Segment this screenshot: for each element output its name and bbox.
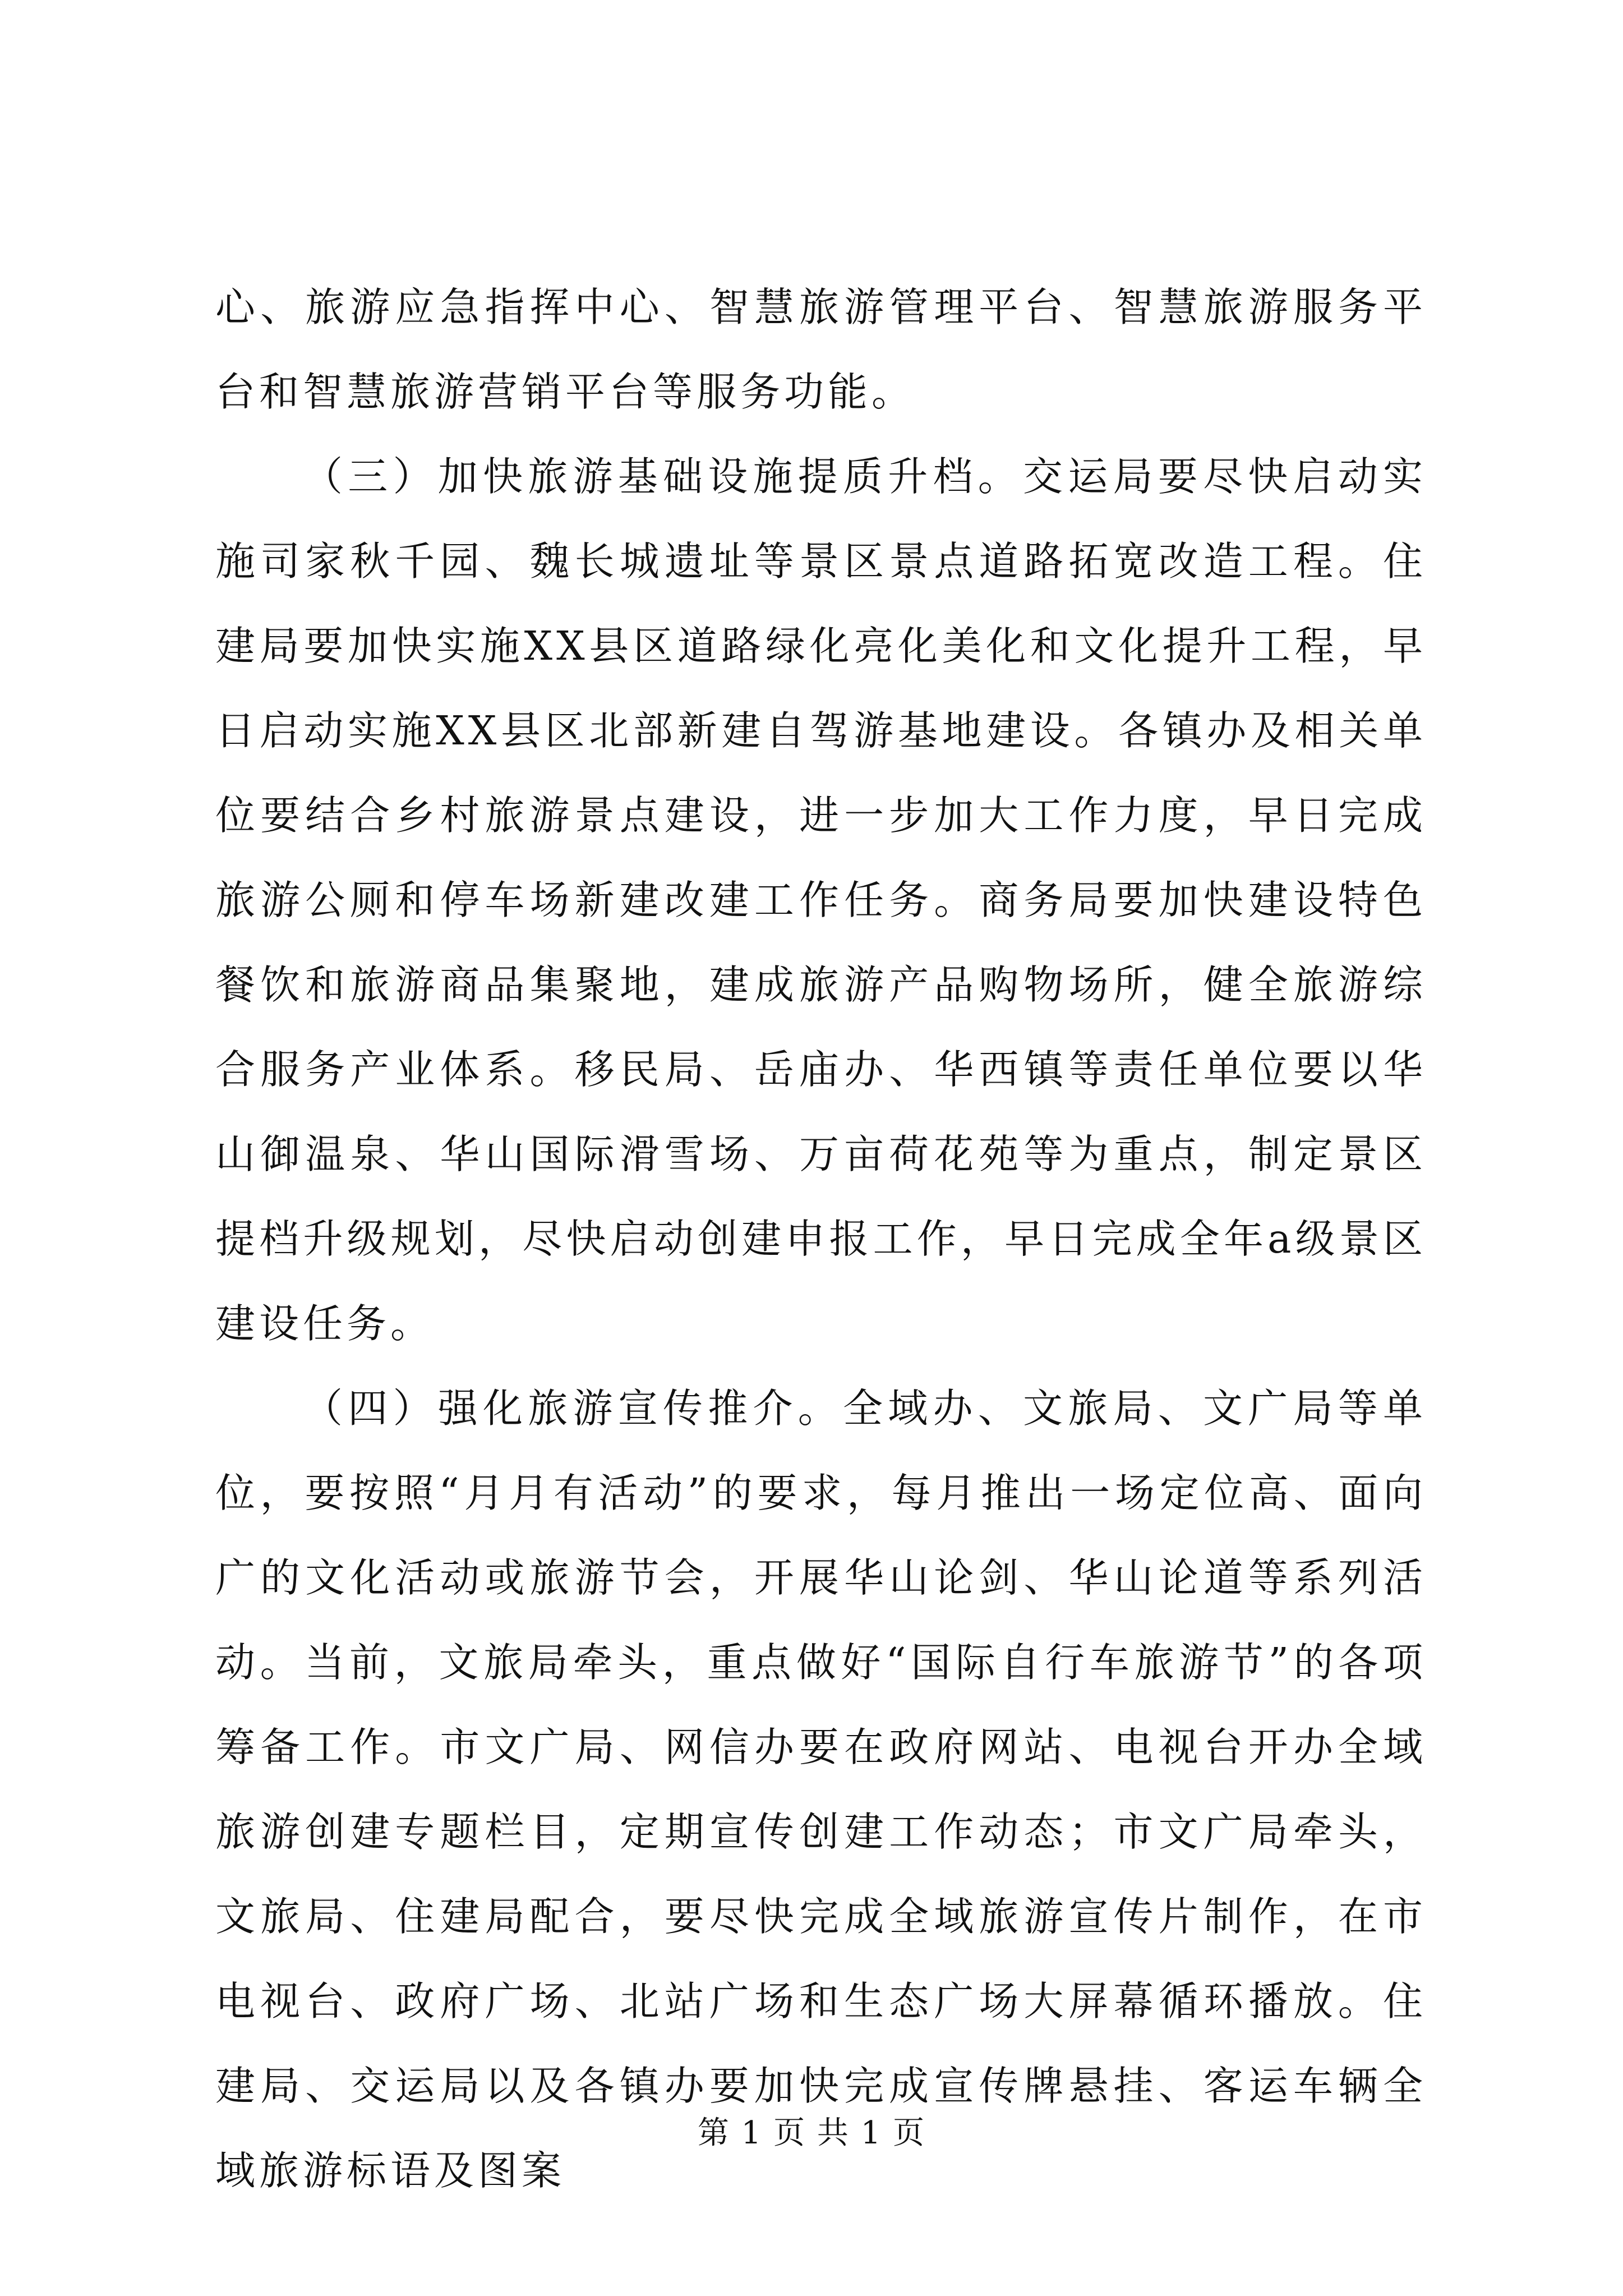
paragraph-1: 心、旅游应急指挥中心、智慧旅游管理平台、智慧旅游服务平台和智慧旅游营销平台等服务功能。 bbox=[215, 284, 1427, 415]
paragraph-3: （四）强化旅游宣传推介。全域办、文旅局、文广局等单位，要按照“月月有活动”的要求，每月推出一场定位高、面向广的文化活动或旅游节会，开展华山论剑、华山论道等系列活动。当前，文旅局牵头，重点做好“国际自行车旅游节”的各项筹备工作。市文广局、网信办要在政府网站、电视台开办全域旅游创建专题栏目，定期宣传创建工作动态；市文广局牵头，文旅局、住建局配合，要尽快完成全域旅游宣传片制作，在市电视台、政府广场、北站广场和生态广场大屏幕循环播放。住建局、交运局以及各镇办要加快完成宣传牌悬挂、客运车辆全域旅游标语及图案 bbox=[215, 1385, 1427, 2194]
paragraph-2: （三）加快旅游基础设施提质升档。交运局要尽快启动实施司家秋千园、魏长城遗址等景区景点道路拓宽改造工程。住建局要加快实施XX县区道路绿化亮化美化和文化提升工程，早日启动实施XX县区北部新建自驾游基地建设。各镇办及相关单位要结合乡村旅游景点建设，进一步加大工作力度，早日完成旅游公厕和停车场新建改建工作任务。商务局要加快建设特色餐饮和旅游商品集聚地，建成旅游产品购物场所，健全旅游综合服务产业体系。移民局、岳庙办、华西镇等责任单位要以华山御温泉、华山国际滑雪场、万亩荷花苑等为重点，制定景区提档升级规划，尽快启动创建申报工作，早日完成全年a级景区建设任务。 bbox=[215, 453, 1427, 1347]
page-footer: 第 1 页 共 1 页 bbox=[697, 2115, 926, 2151]
document-body bbox=[215, 265, 1427, 2213]
